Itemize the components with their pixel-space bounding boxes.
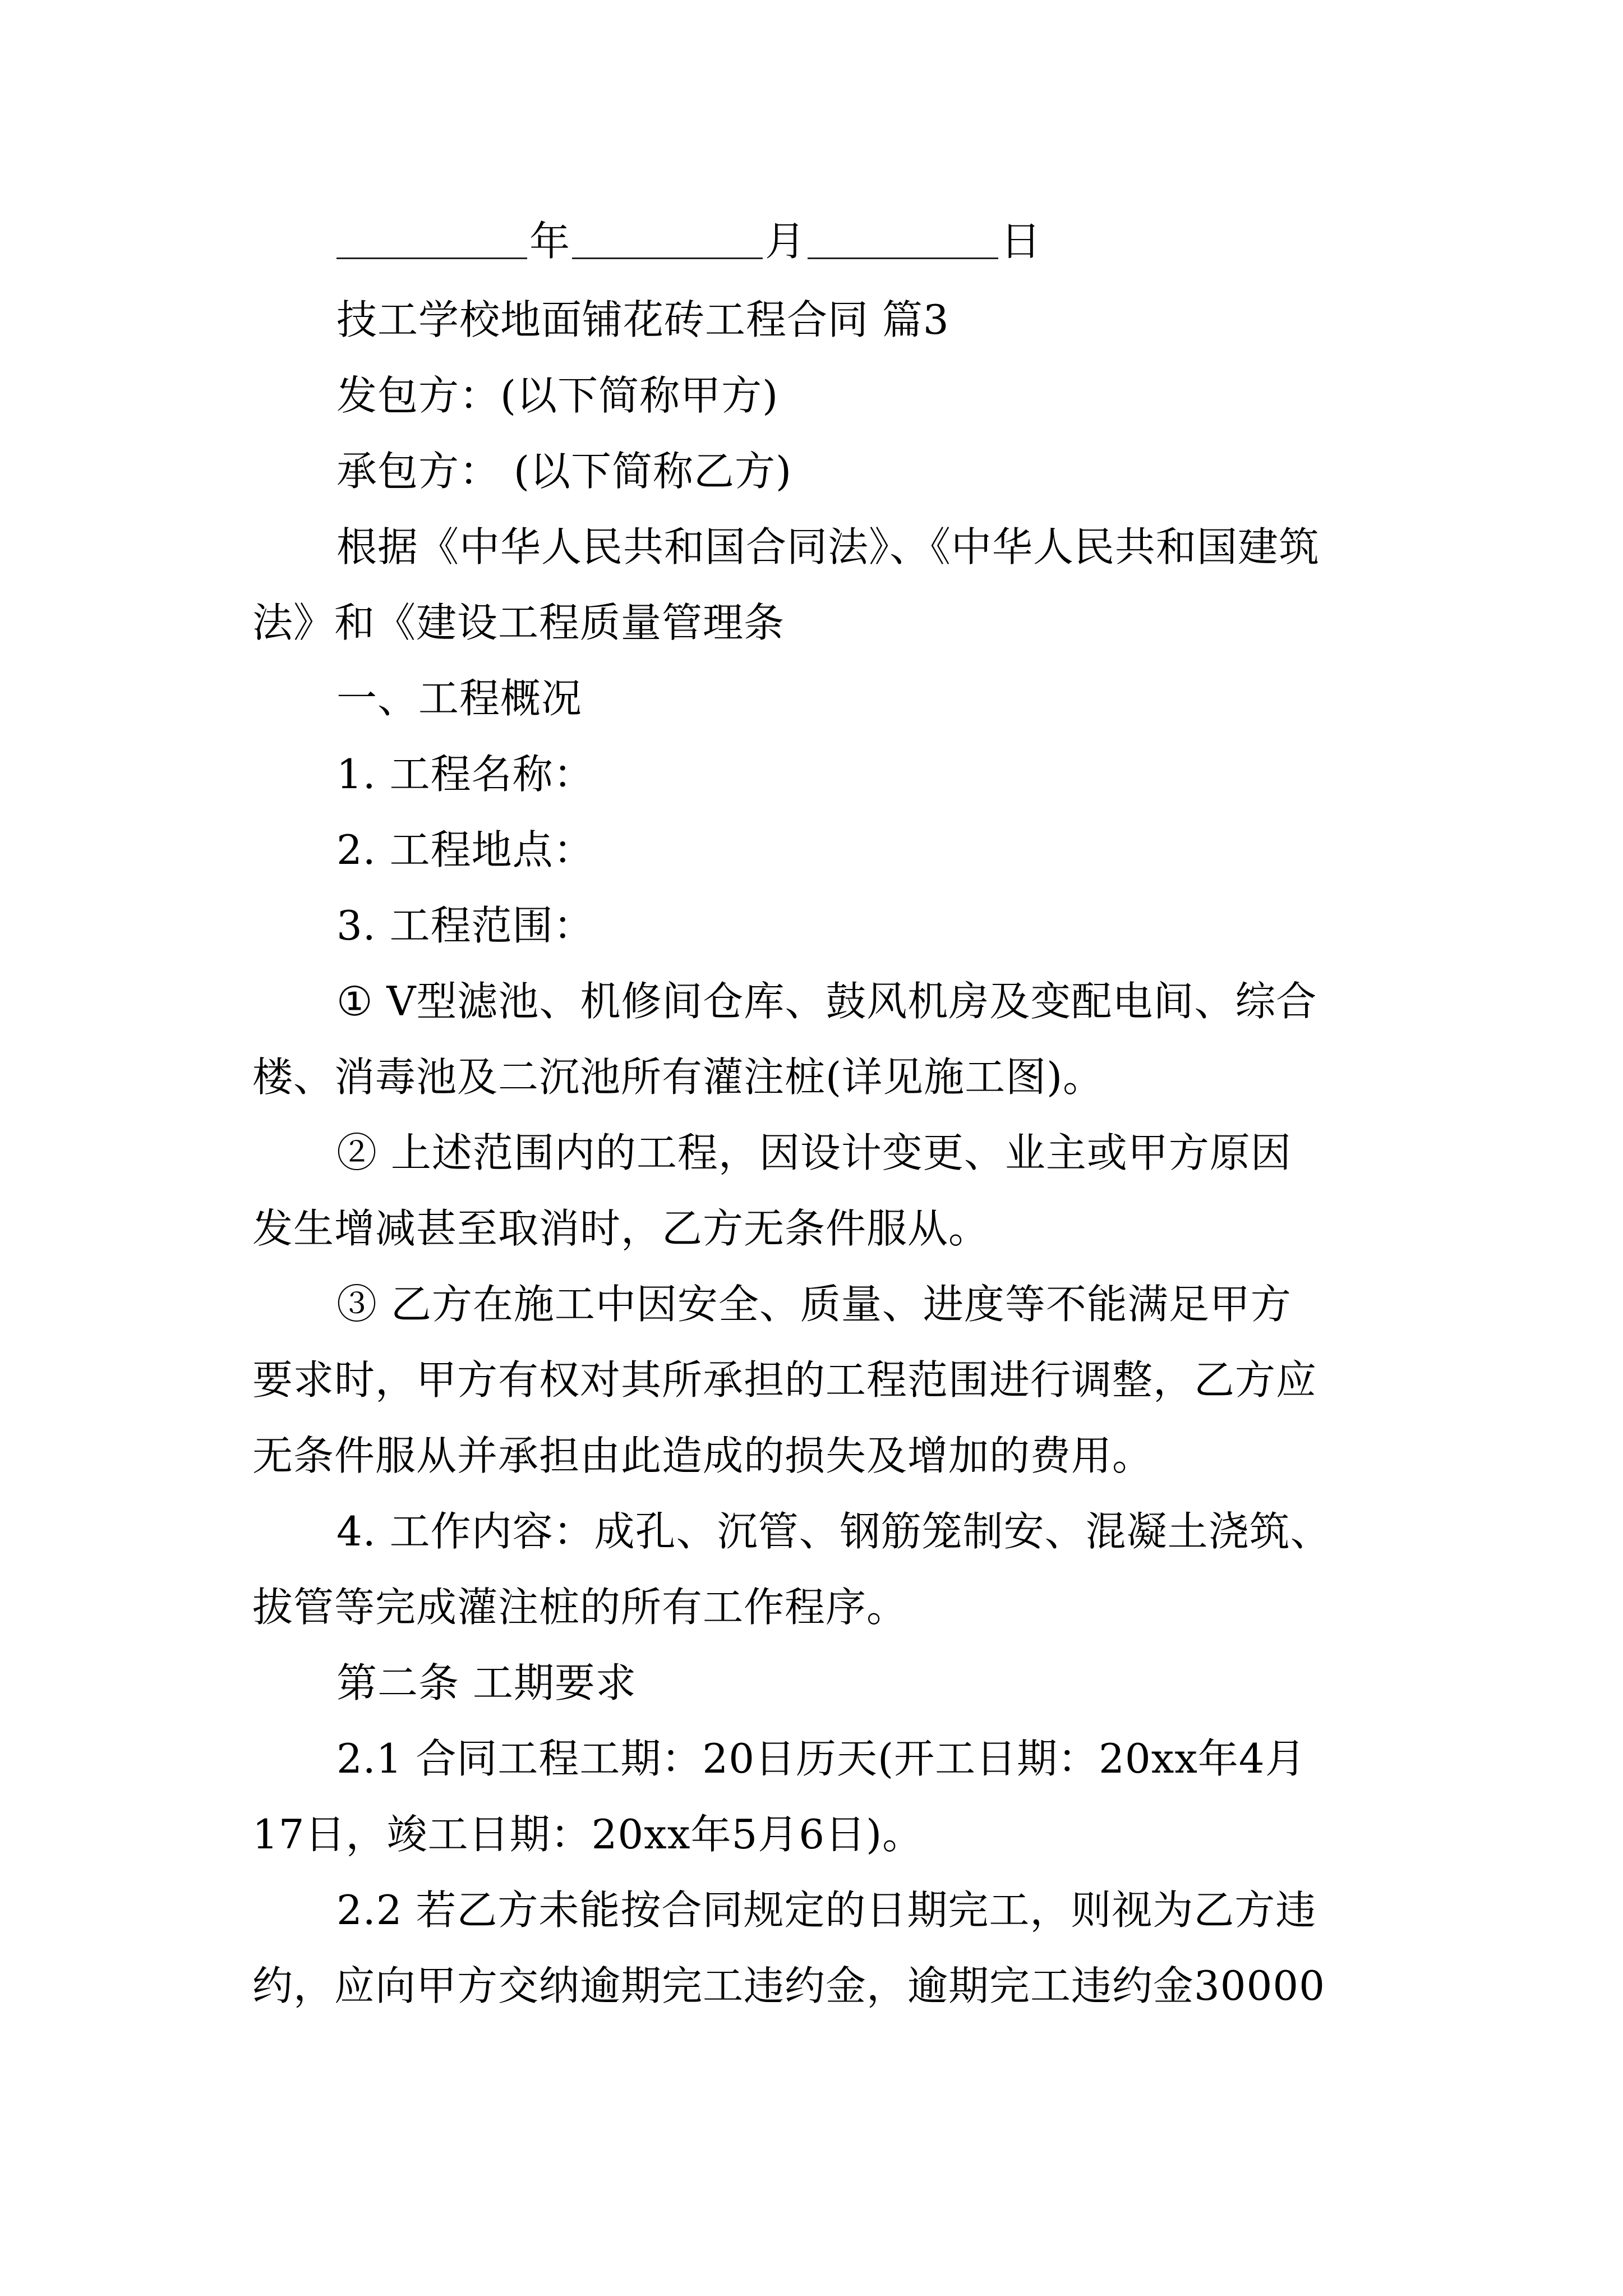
contract-title: 技工学校地面铺花砖工程合同 篇3 [336,296,949,343]
year-blank [336,216,527,259]
year-label: 年 [529,218,570,265]
item-4-line-1: 4. 工作内容：成孔、沉管、钢筋笼制安、混凝土浇筑、 [336,1508,1331,1555]
signature-date-line [336,213,1043,269]
section-2-heading: 第二条 工期要求 [336,1659,637,1706]
month-blank [572,216,763,259]
clause-2-1-line-1: 2.1 合同工程工期：20日历天(开工日期：20xx年4月 [336,1735,1306,1782]
scope-2-line-1: ② 上述范围内的工程，因设计变更、业主或甲方原因 [336,1129,1292,1176]
item-3-project-scope: 3. 工程范围： [336,902,594,949]
day-blank [808,216,998,259]
clause-2-2-line-1: 2.2 若乙方未能按合同规定的日期完工，则视为乙方违 [336,1887,1317,1934]
item-1-project-name: 1. 工程名称： [336,751,594,798]
item-2-project-location: 2. 工程地点： [336,826,594,873]
scope-3-line-3: 无条件服从并承担由此造成的损失及增加的费用。 [252,1432,1154,1479]
day-label: 日 [1000,218,1041,265]
month-label: 月 [765,218,806,265]
clause-2-1-line-2: 17日，竣工日期：20xx年5月6日)。 [252,1811,924,1858]
scope-2-line-2: 发生增减甚至取消时，乙方无条件服从。 [252,1205,990,1252]
scope-3-line-2: 要求时，甲方有权对其所承担的工程范围进行调整，乙方应 [252,1356,1317,1404]
basis-line-1: 根据《中华人民共和国合同法》、《中华人民共和国建筑 [336,523,1320,570]
basis-line-2: 法》和《建设工程质量管理条 [252,599,785,646]
item-4-line-2: 拔管等完成灌注桩的所有工作程序。 [252,1584,908,1631]
scope-1-line-1: ① V型滤池、机修间仓库、鼓风机房及变配电间、综合 [336,978,1317,1025]
scope-3-line-1: ③ 乙方在施工中因安全、质量、进度等不能满足甲方 [336,1281,1292,1328]
clause-2-2-line-2: 约，应向甲方交纳逾期完工违约金，逾期完工违约金30000 [252,1962,1326,2009]
party-a-line: 发包方：(以下简称甲方) [336,372,779,419]
scope-1-line-2: 楼、消毒池及二沉池所有灌注桩(详见施工图)。 [252,1053,1104,1101]
section-1-heading: 一、工程概况 [336,675,583,722]
party-b-line: 承包方： (以下简称乙方) [336,448,792,495]
